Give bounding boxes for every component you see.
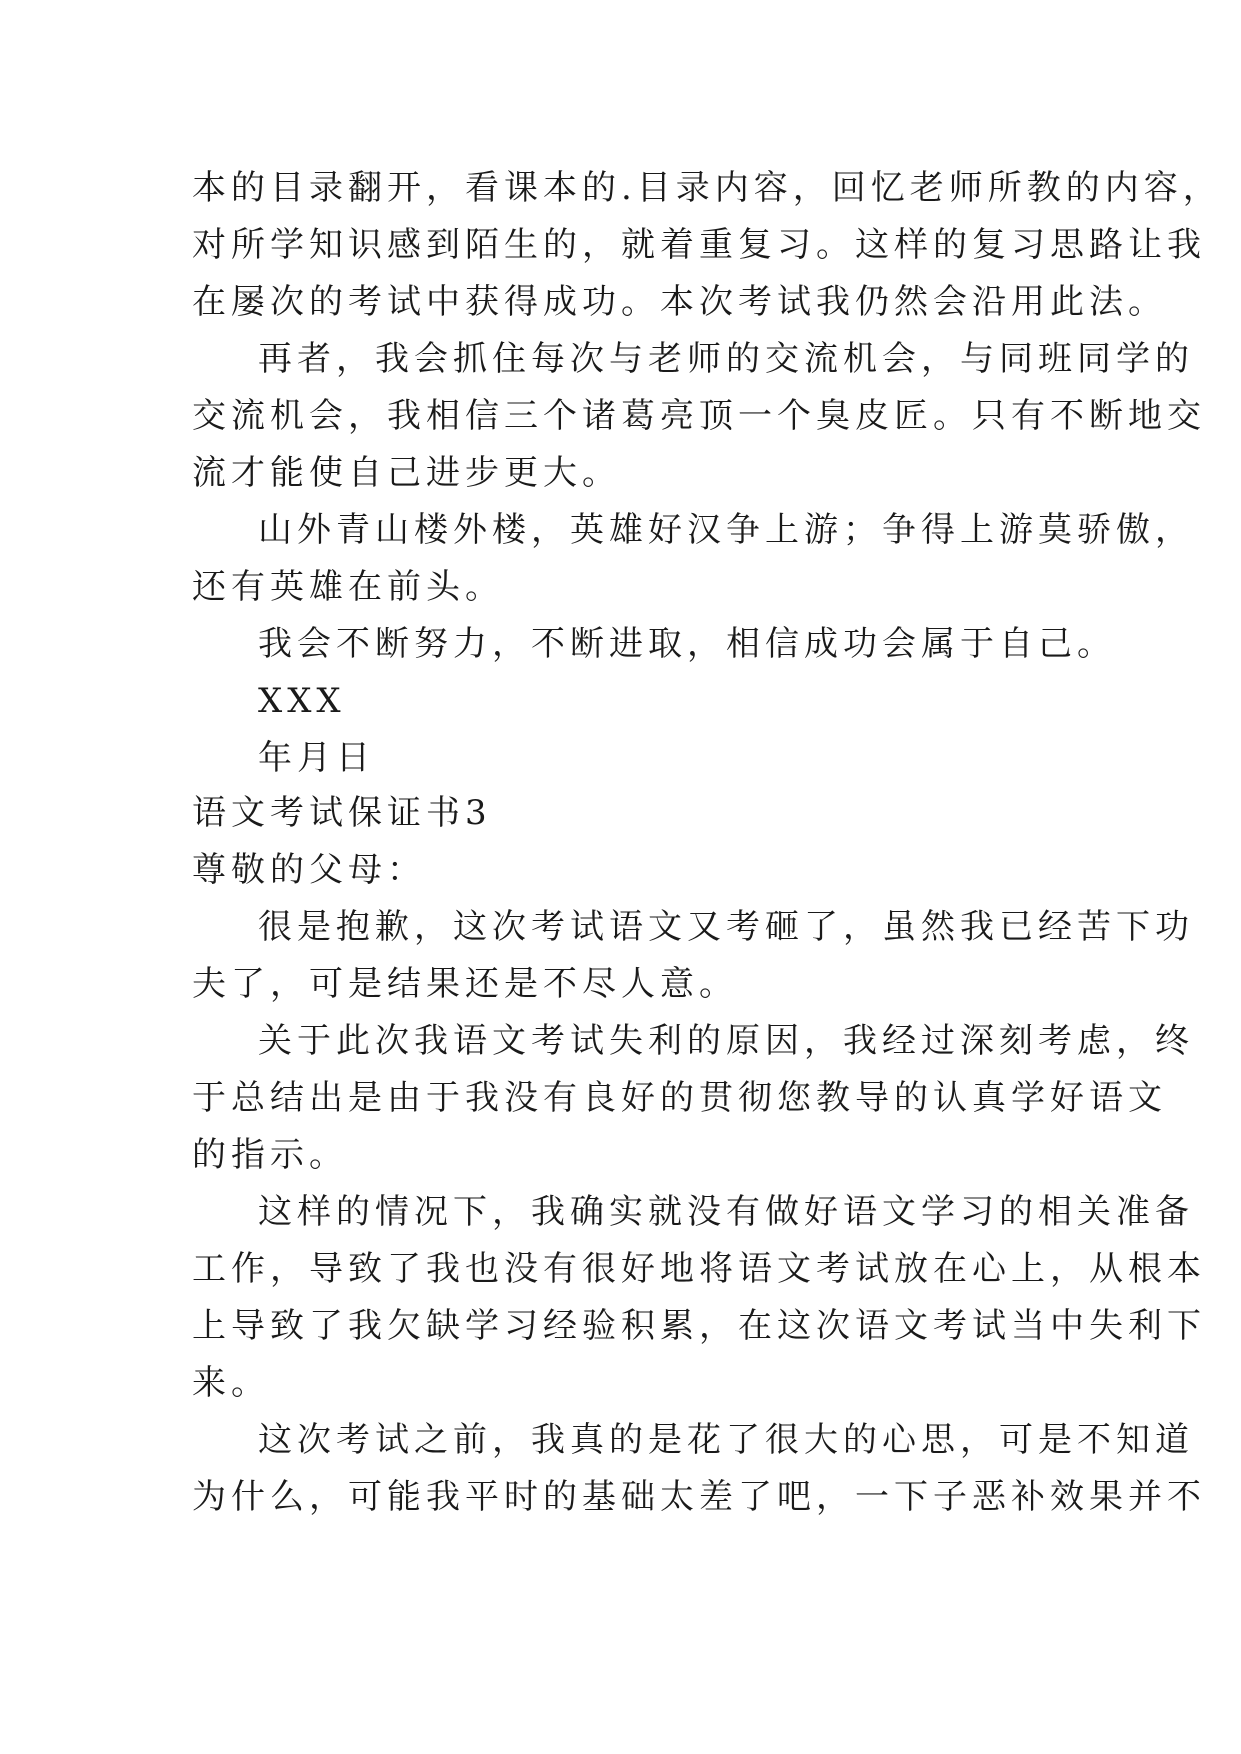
text-line: 来。 [192,1363,270,1403]
text-line: 本的目录翻开，看课本的.目录内容，回忆老师所教的内容， [192,168,1222,208]
text-line: 的指示。 [192,1135,348,1175]
text-line: 工作，导致了我也没有很好地将语文考试放在心上，从根本 [192,1249,1206,1289]
salutation: 尊敬的父母： [192,850,426,890]
text-line: 为什么，可能我平时的基础太差了吧，一下子恶补效果并不 [192,1477,1206,1517]
date-line: 年月日 [258,738,375,778]
text-line: 交流机会，我相信三个诸葛亮顶一个臭皮匠。只有不断地交 [192,396,1206,436]
text-line: 上导致了我欠缺学习经验积累，在这次语文考试当中失利下 [192,1306,1206,1346]
section-title: 语文考试保证书3 [192,793,492,833]
text-line: 我会不断努力，不断进取，相信成功会属于自己。 [258,624,1116,664]
text-line: 流才能使自己进步更大。 [192,453,621,493]
text-line: 对所学知识感到陌生的，就着重复习。这样的复习思路让我 [192,225,1206,265]
text-line: 这样的情况下，我确实就没有做好语文学习的相关准备 [258,1192,1194,1232]
text-line: 山外青山楼外楼，英雄好汉争上游；争得上游莫骄傲， [258,510,1194,550]
text-line: 很是抱歉，这次考试语文又考砸了，虽然我已经苦下功 [258,907,1194,947]
signature-name: XXX [258,681,346,721]
text-line: 关于此次我语文考试失利的原因，我经过深刻考虑，终 [258,1021,1194,1061]
text-line: 还有英雄在前头。 [192,567,504,607]
text-line: 在屡次的考试中获得成功。本次考试我仍然会沿用此法。 [192,282,1167,322]
text-line: 夫了，可是结果还是不尽人意。 [192,964,738,1004]
text-line: 再者，我会抓住每次与老师的交流机会，与同班同学的 [258,339,1194,379]
text-line: 这次考试之前，我真的是花了很大的心思，可是不知道 [258,1420,1194,1460]
text-line: 于总结出是由于我没有良好的贯彻您教导的认真学好语文 [192,1078,1167,1118]
